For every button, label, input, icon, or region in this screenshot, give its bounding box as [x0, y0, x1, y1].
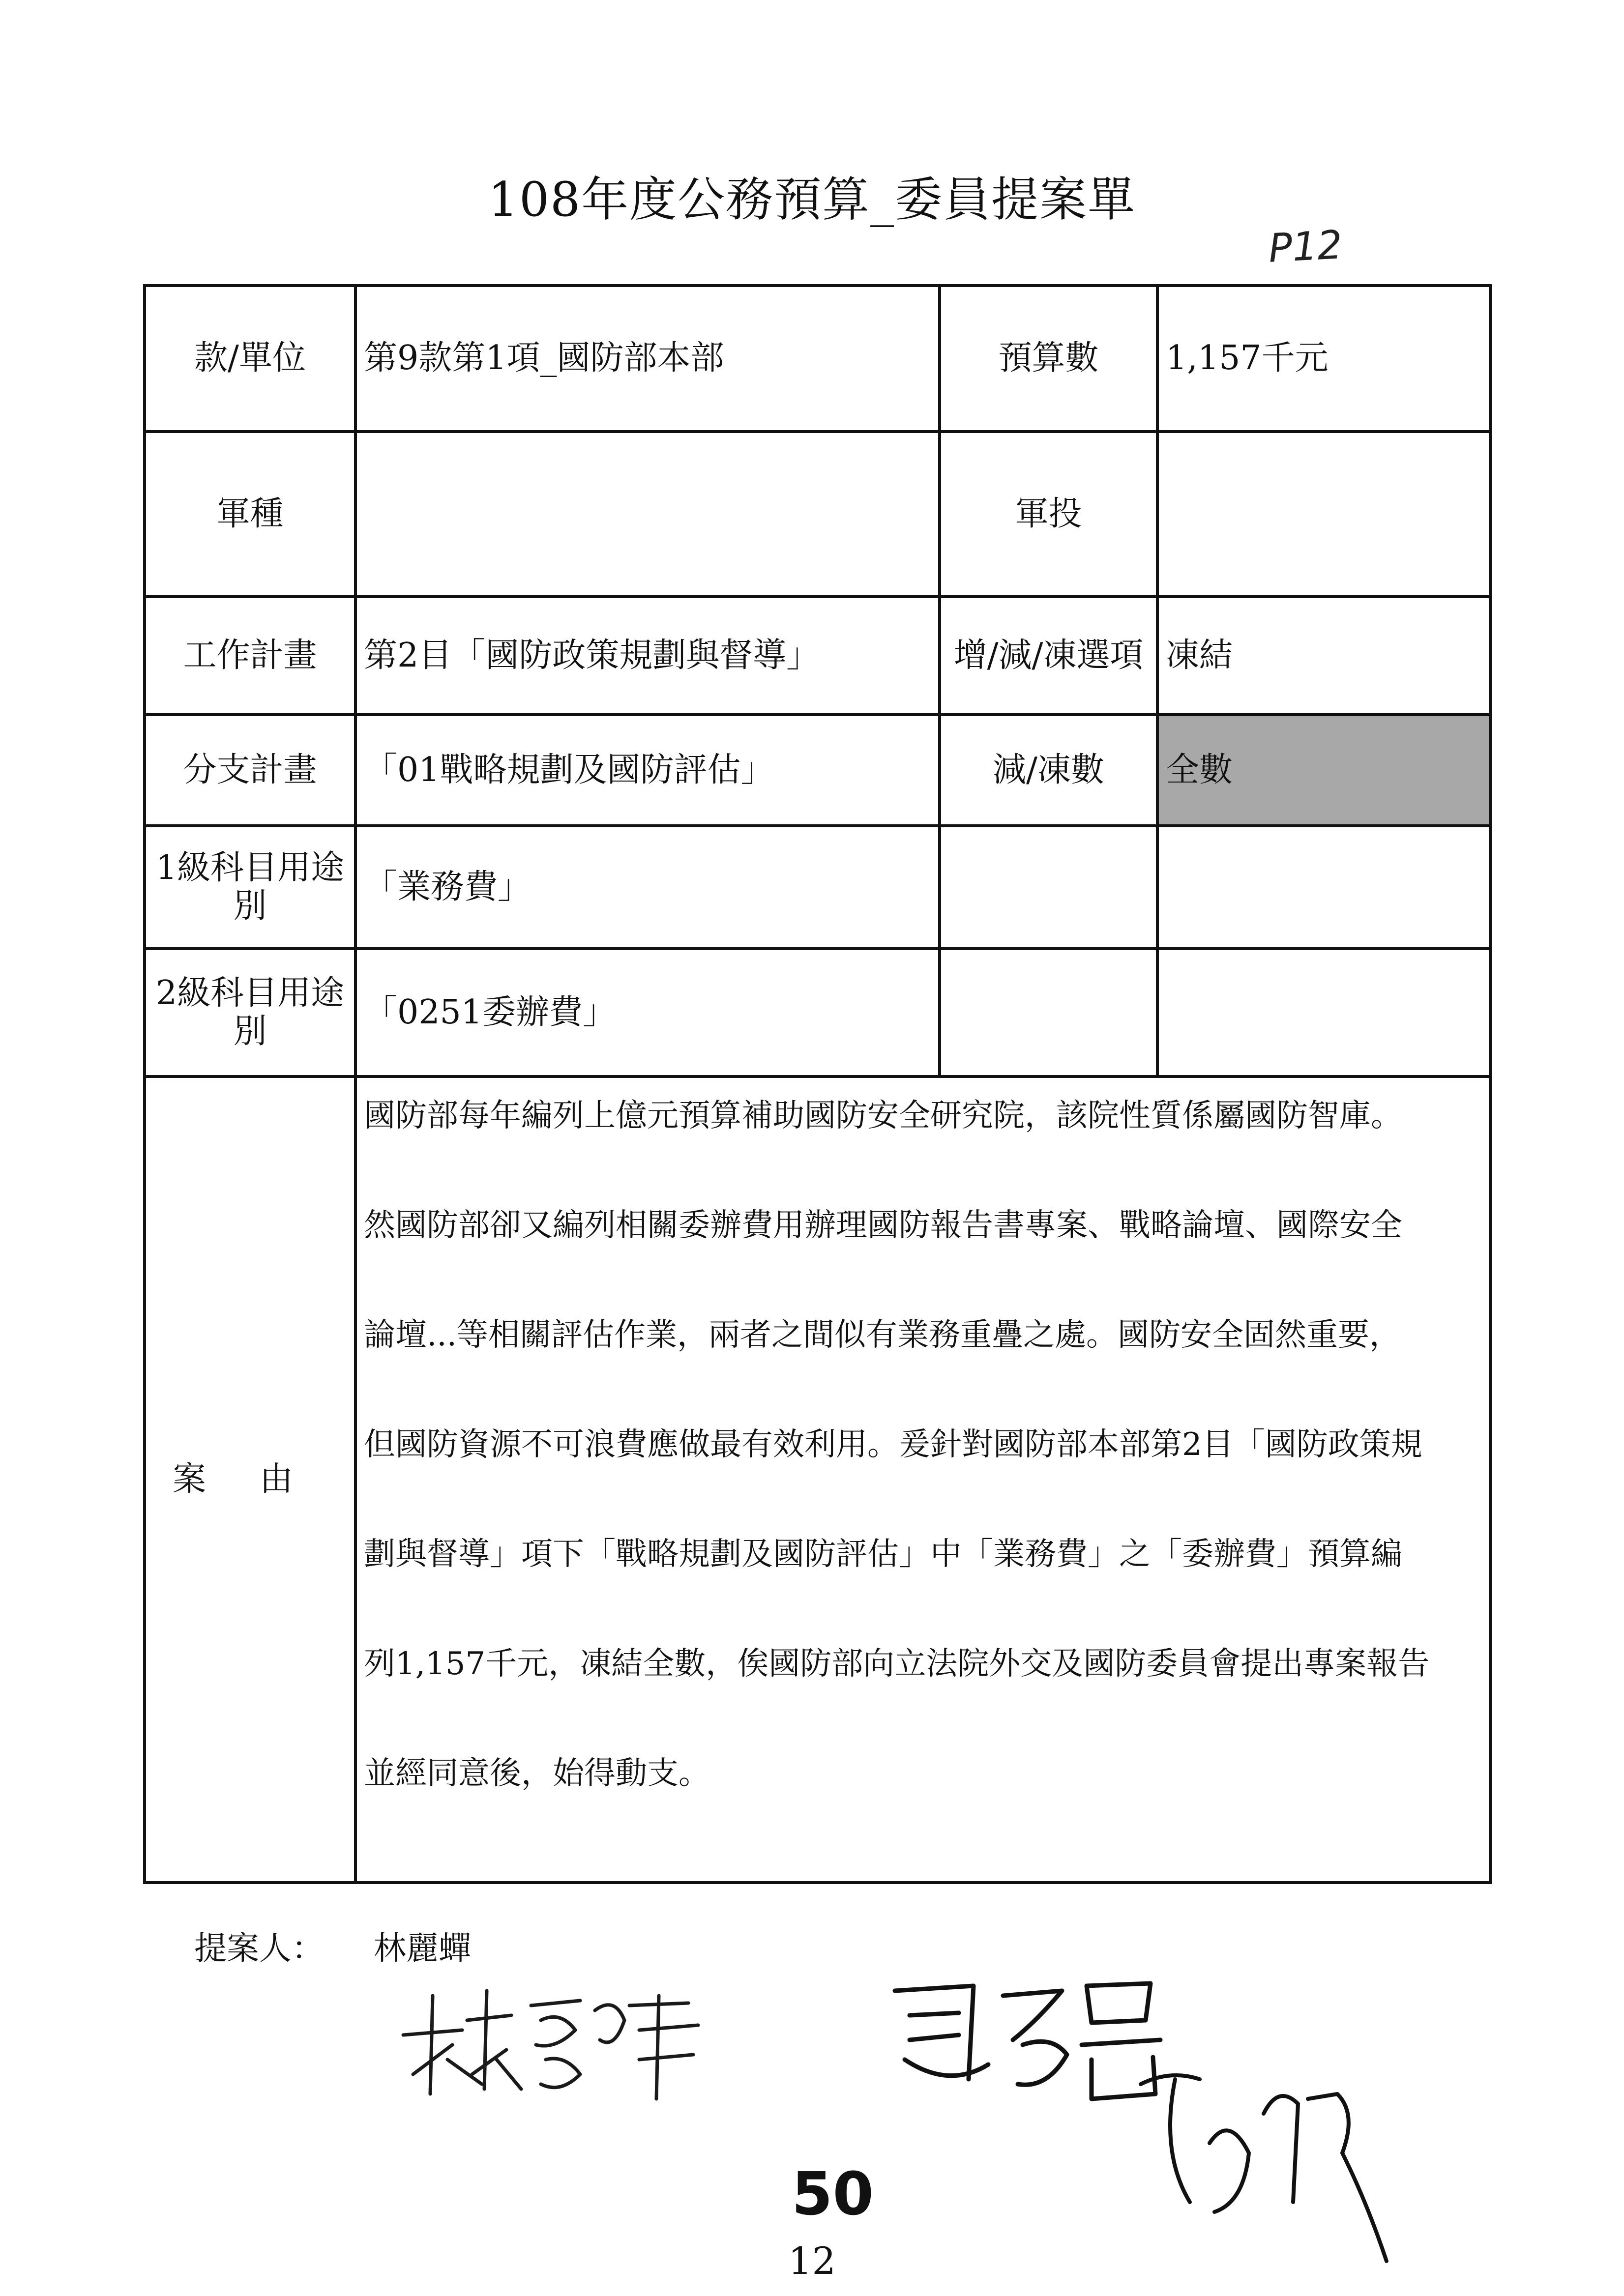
proposer-label: 提案人：	[194, 1929, 324, 1967]
value-service-branch	[355, 432, 940, 597]
form-row-sub-plan	[145, 715, 1490, 826]
reason-line: 國防部每年編列上億元預算補助國防安全研究院，該院性質係屬國防智庫。	[364, 1097, 1402, 1134]
page-mark-handwritten: P12	[1267, 222, 1344, 271]
proposer-name: 林麗蟬	[374, 1929, 471, 1967]
blank-cell	[940, 826, 1157, 949]
label-level2-item: 2級科目用途別	[145, 949, 355, 1076]
proposal-form-table	[143, 284, 1492, 1884]
value-level1-item: 「業務費」	[355, 826, 940, 949]
value-level2-item: 「0251委辦費」	[355, 949, 940, 1076]
form-row-reason	[145, 1076, 1490, 1883]
blank-cell	[1157, 826, 1490, 949]
form-row-unit	[145, 286, 1490, 432]
form-row-branch	[145, 432, 1490, 597]
reason-line: 論壇...等相關評估作業，兩者之間似有業務重疊之處。國防安全固然重要，	[364, 1316, 1401, 1353]
form-row-level2-item	[145, 949, 1490, 1076]
label-reduce-freeze-amount: 減/凍數	[940, 715, 1157, 826]
reason-line: 列1,157千元，凍結全數，俟國防部向立法院外交及國防委員會提出專案報告	[364, 1645, 1430, 1682]
blank-cell	[940, 949, 1157, 1076]
reason-body	[355, 1076, 1490, 1883]
value-unit: 第9款第1項_國防部本部	[355, 286, 940, 432]
value-sub-plan: 「01戰略規劃及國防評估」	[355, 715, 940, 826]
value-budget-amount: 1,157千元	[1157, 286, 1490, 432]
label-service-branch: 軍種	[145, 432, 355, 597]
form-row-work-plan	[145, 597, 1490, 715]
label-reason	[145, 1076, 355, 1883]
value-action-option: 凍結	[1157, 597, 1490, 715]
label-unit: 款/單位	[145, 286, 355, 432]
reason-line: 劃與督導」項下「戰略規劃及國防評估」中「業務費」之「委辦費」預算編	[364, 1536, 1402, 1572]
value-reduce-freeze-amount: 全數	[1157, 715, 1490, 826]
value-military-investment	[1157, 432, 1490, 597]
signature-1	[384, 1976, 728, 2104]
reason-line: 然國防部卻又編列相關委辦費用辦理國防報告書專案、戰略論壇、國際安全	[364, 1207, 1402, 1244]
value-work-plan: 第2目「國防政策規劃與督導」	[355, 597, 940, 715]
label-level1-item: 1級科目用途別	[145, 826, 355, 949]
reason-line: 但國防資源不可浪費應做最有效利用。爰針對國防部本部第2目「國防政策規	[364, 1426, 1422, 1463]
label-work-plan: 工作計畫	[145, 597, 355, 715]
blank-cell	[1157, 949, 1490, 1076]
label-military-investment: 軍投	[940, 432, 1157, 597]
label-sub-plan: 分支計畫	[145, 715, 355, 826]
label-reason-char-1: 案	[173, 1459, 207, 1499]
label-budget-amount: 預算數	[940, 286, 1157, 432]
stamp-number: 50	[792, 2160, 874, 2229]
form-row-level1-item	[145, 826, 1490, 949]
document-title: 108年度公務預算_委員提案單	[488, 172, 1136, 227]
page-number: 12	[788, 2239, 836, 2283]
reason-line: 並經同意後，始得動支。	[364, 1755, 710, 1792]
label-action-option: 增/減/凍選項	[940, 597, 1157, 715]
label-reason-char-2: 由	[259, 1459, 293, 1499]
